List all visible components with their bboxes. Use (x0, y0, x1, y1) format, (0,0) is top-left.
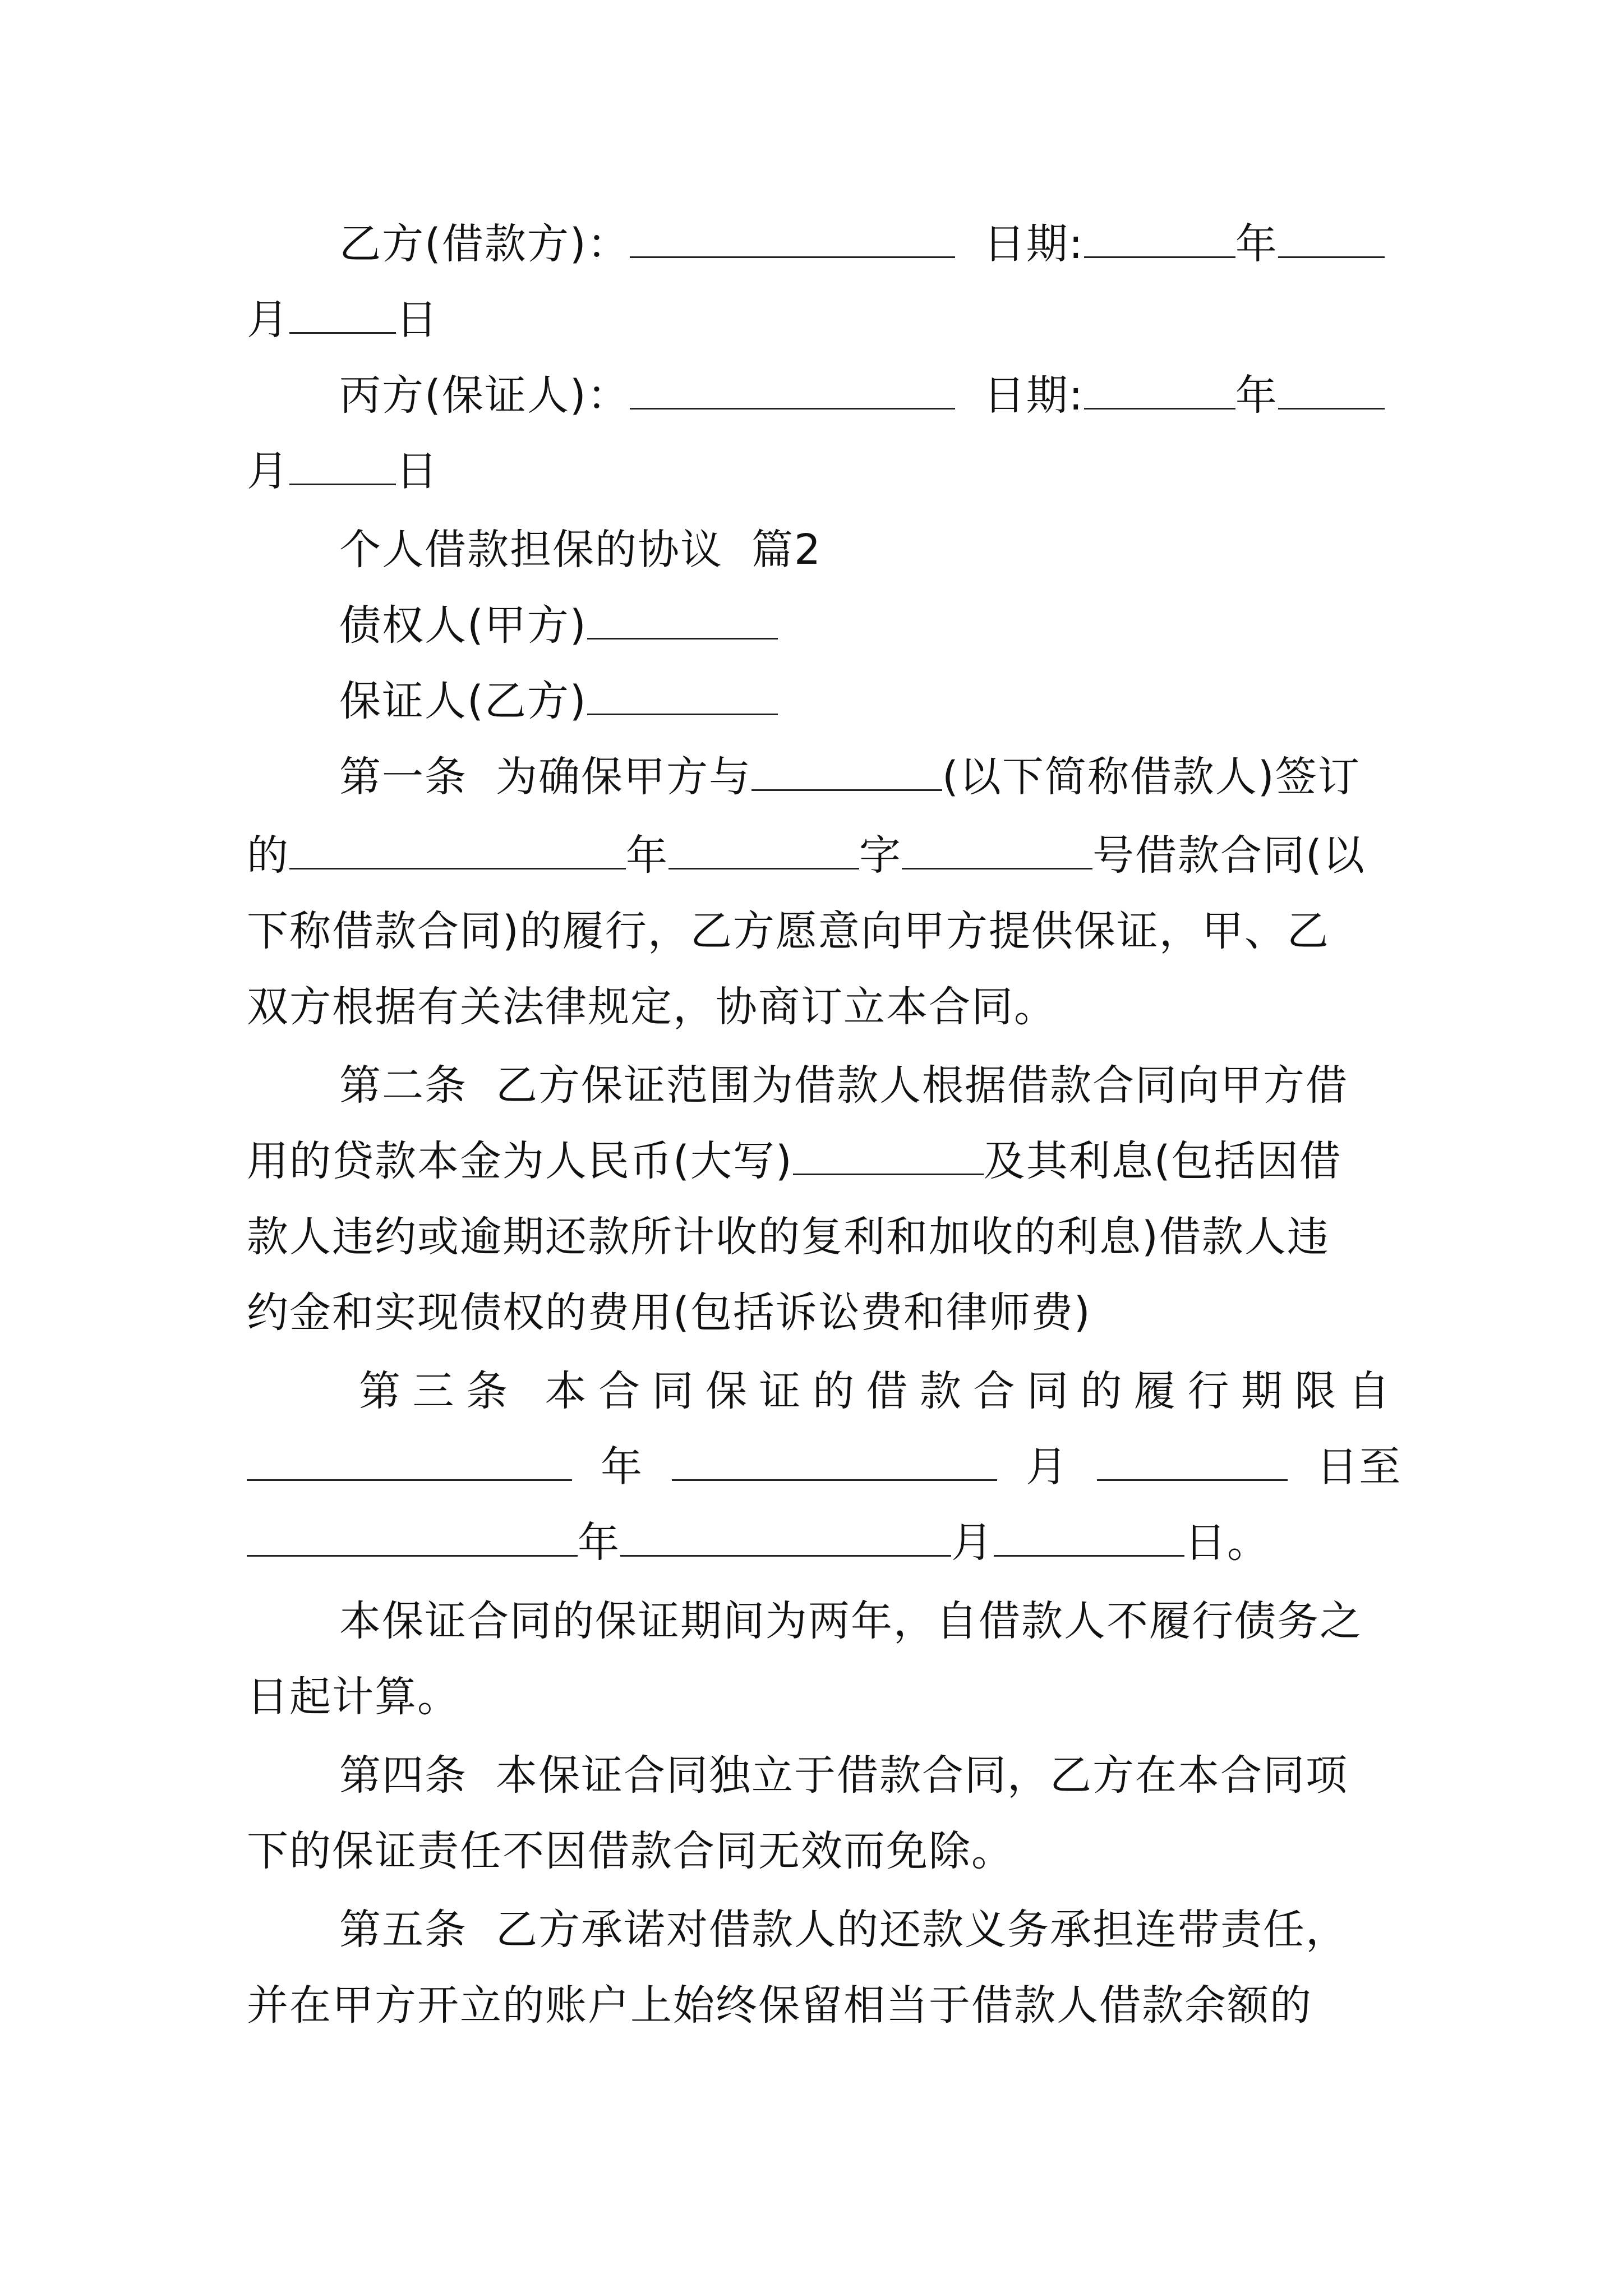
article-1-text: 第一条 为确保甲方与 (339, 753, 752, 801)
article-3-text: 日至 (1316, 1443, 1402, 1491)
article-1-line-2 (247, 822, 1391, 889)
start-month-blank (672, 1437, 997, 1481)
month-blank (1278, 365, 1385, 409)
article-1-text: 号借款合同(以 (1092, 831, 1366, 880)
article-3-line-3 (247, 1509, 1391, 1576)
creditor-blank (587, 595, 778, 639)
creditor-line (339, 592, 1391, 659)
article-2-line-1: 第二条 乙方保证范围为借款人根据借款合同向甲方借 (339, 1061, 1349, 1110)
principal-amount-blank (793, 1131, 984, 1175)
guarantor-line (339, 668, 1391, 735)
end-year-blank (247, 1512, 578, 1557)
month-label: 月 (247, 296, 289, 344)
borrower-blank (751, 747, 942, 791)
signature-line-party-b (339, 210, 1391, 278)
month-label: 月 (1026, 1443, 1069, 1491)
article-4-line-2: 下的保证责任不因借款合同无效而免除。 (247, 1827, 1014, 1875)
article-3-line-2 (247, 1433, 1402, 1501)
year-label: 年 (626, 831, 668, 880)
article-3-line-4: 本保证合同的保证期间为两年，自借款人不履行债务之 (339, 1597, 1362, 1645)
year-label: 年 (578, 1519, 620, 1567)
signature-line-party-c (339, 362, 1391, 429)
article-1-line-3: 下称借款合同)的履行，乙方愿意向甲方提供保证，甲、乙 (247, 907, 1330, 955)
contract-number-blank (902, 825, 1092, 869)
article-2-text: 用的贷款本金为人民币(大写) (247, 1137, 793, 1185)
contract-blank (289, 825, 626, 869)
article-1-line-4: 双方根据有关法律规定，协商订立本合同。 (247, 983, 1057, 1031)
article-1-text: 字 (859, 831, 902, 880)
article-1-text: (以下简称借款人)签订 (942, 753, 1361, 801)
party-b-label: 乙方(借款方)： (339, 220, 630, 268)
article-4-line-1: 第四条 本保证合同独立于借款合同，乙方在本合同项 (339, 1751, 1349, 1800)
guarantor-label: 保证人(乙方) (339, 677, 587, 725)
end-month-blank (620, 1512, 951, 1557)
article-3-line-1: 第三条 本合同保证的借款合同的履行期限自 (359, 1367, 1391, 1415)
party-c-label: 丙方(保证人)： (339, 371, 630, 420)
article-5-line-2: 并在甲方开立的账户上始终保留相当于借款人借款余额的 (247, 1981, 1312, 2030)
date-label: 日期: (983, 220, 1084, 268)
year-label: 年 (1235, 220, 1278, 268)
article-2-line-4: 约金和实现债权的费用(包括诉讼费和律师费) (247, 1289, 1091, 1337)
year-blank (1084, 365, 1235, 409)
day-label: 日 (396, 447, 439, 495)
article-5-line-1: 第五条 乙方承诺对借款人的还款义务承担连带责任， (339, 1906, 1349, 1954)
article-2-text: 及其利息(包括因借 (983, 1137, 1342, 1185)
year-blank (1084, 214, 1235, 258)
start-year-blank (247, 1437, 572, 1481)
party-b-signature-blank (630, 214, 955, 258)
day-blank (289, 289, 396, 334)
article-3-text: 日。 (1184, 1519, 1270, 1567)
contract-year-blank (668, 825, 859, 869)
creditor-label: 债权人(甲方) (339, 601, 587, 650)
signature-line-party-c-cont (247, 438, 1391, 505)
date-label: 日期: (983, 371, 1084, 420)
month-label: 月 (951, 1519, 994, 1567)
article-1-line-1 (339, 743, 1391, 811)
article-2-line-2 (247, 1128, 1391, 1195)
start-day-blank (1097, 1437, 1288, 1481)
article-2-line-3: 款人违约或逾期还款所计收的复利和加收的利息)借款人违 (247, 1213, 1330, 1261)
guarantor-blank (587, 671, 778, 715)
end-day-blank (994, 1512, 1184, 1557)
year-label: 年 (601, 1443, 644, 1491)
month-blank (1278, 214, 1385, 258)
day-label: 日 (396, 296, 439, 344)
year-label: 年 (1235, 371, 1278, 420)
article-3-line-5: 日起计算。 (247, 1673, 460, 1721)
day-blank (289, 441, 396, 485)
article-1-text: 的 (247, 831, 289, 880)
section-title: 个人借款担保的协议 篇2 (339, 526, 822, 574)
signature-line-party-b-cont (247, 286, 1391, 353)
month-label: 月 (247, 447, 289, 495)
party-c-signature-blank (630, 365, 955, 409)
